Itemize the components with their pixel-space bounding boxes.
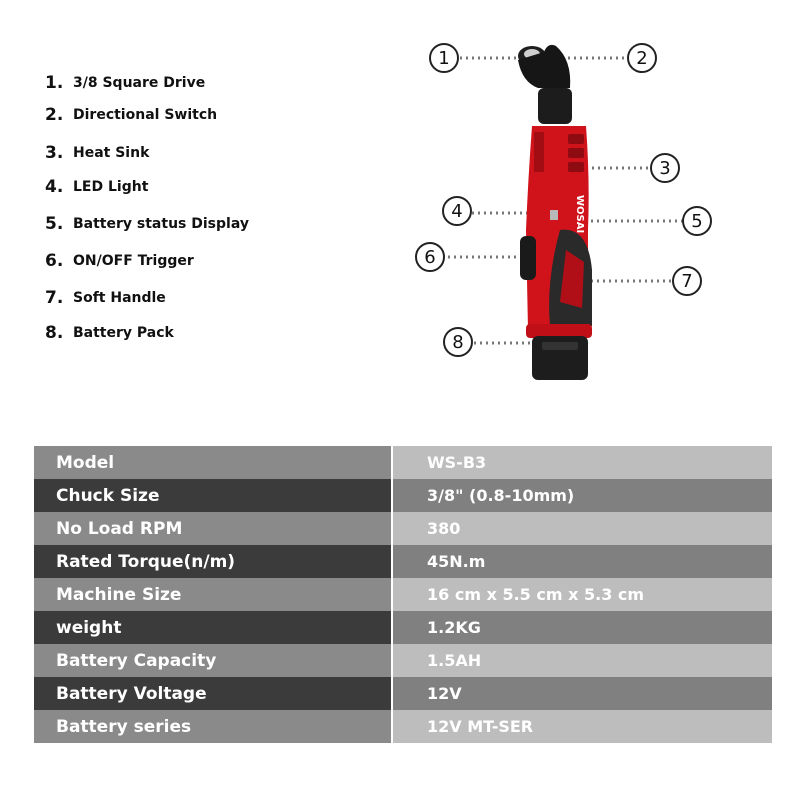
spec-key: Model xyxy=(34,446,391,479)
callout-marker: 4 xyxy=(442,196,472,226)
spec-value: 45N.m xyxy=(393,545,772,578)
spec-value: 12V MT-SER xyxy=(393,710,772,743)
spec-value: 380 xyxy=(393,512,772,545)
spec-key: Rated Torque(n/m) xyxy=(34,545,391,578)
callout-marker: 7 xyxy=(672,266,702,296)
callout-marker: 8 xyxy=(443,327,473,357)
feature-item xyxy=(45,104,217,126)
feature-label: Soft Handle xyxy=(73,290,166,306)
feature-number: 3. xyxy=(45,143,64,163)
spec-row xyxy=(34,479,772,512)
feature-label: ON/OFF Trigger xyxy=(73,253,194,269)
spec-row xyxy=(34,545,772,578)
feature-item xyxy=(45,72,205,94)
spec-row xyxy=(34,710,772,743)
spec-key: Chuck Size xyxy=(34,479,391,512)
spec-value: 16 cm x 5.5 cm x 5.3 cm xyxy=(393,578,772,611)
feature-label: LED Light xyxy=(73,179,149,195)
feature-label: Heat Sink xyxy=(73,145,150,161)
spec-value: 1.2KG xyxy=(393,611,772,644)
callout-marker: 3 xyxy=(650,153,680,183)
spec-row xyxy=(34,644,772,677)
feature-number: 1. xyxy=(45,73,64,93)
spec-value: WS-B3 xyxy=(393,446,772,479)
ratchet-head xyxy=(518,45,572,124)
feature-number: 6. xyxy=(45,251,64,271)
tool-body xyxy=(520,126,592,330)
feature-item xyxy=(45,322,174,344)
feature-number: 5. xyxy=(45,214,64,234)
feature-number: 7. xyxy=(45,288,64,308)
feature-item xyxy=(45,176,148,198)
spec-row xyxy=(34,512,772,545)
feature-number: 4. xyxy=(45,177,64,197)
spec-value: 3/8" (0.8-10mm) xyxy=(393,479,772,512)
feature-label: Battery Pack xyxy=(73,325,174,341)
spec-row xyxy=(34,611,772,644)
spec-key: Battery Capacity xyxy=(34,644,391,677)
feature-number: 2. xyxy=(45,105,64,125)
feature-item xyxy=(45,287,166,309)
spec-row xyxy=(34,677,772,710)
callout-marker: 2 xyxy=(627,43,657,73)
spec-table xyxy=(34,446,772,743)
brand-logo: WOSAI xyxy=(574,195,585,234)
feature-label: Directional Switch xyxy=(73,107,218,123)
spec-key: Machine Size xyxy=(34,578,391,611)
feature-item xyxy=(45,213,249,235)
feature-item xyxy=(45,250,194,272)
spec-value: 1.5AH xyxy=(393,644,772,677)
spec-value: 12V xyxy=(393,677,772,710)
callout-marker: 6 xyxy=(415,242,445,272)
feature-item xyxy=(45,142,149,164)
spec-key: Battery series xyxy=(34,710,391,743)
callout-marker: 5 xyxy=(682,206,712,236)
feature-label: 3/8 Square Drive xyxy=(73,75,206,91)
product-illustration xyxy=(410,30,730,390)
battery-pack xyxy=(526,324,592,380)
feature-number: 8. xyxy=(45,323,64,343)
spec-row xyxy=(34,446,772,479)
spec-row xyxy=(34,578,772,611)
spec-key: No Load RPM xyxy=(34,512,391,545)
spec-key: Battery Voltage xyxy=(34,677,391,710)
spec-key: weight xyxy=(34,611,391,644)
callout-marker: 1 xyxy=(429,43,459,73)
feature-label: Battery status Display xyxy=(73,216,249,232)
